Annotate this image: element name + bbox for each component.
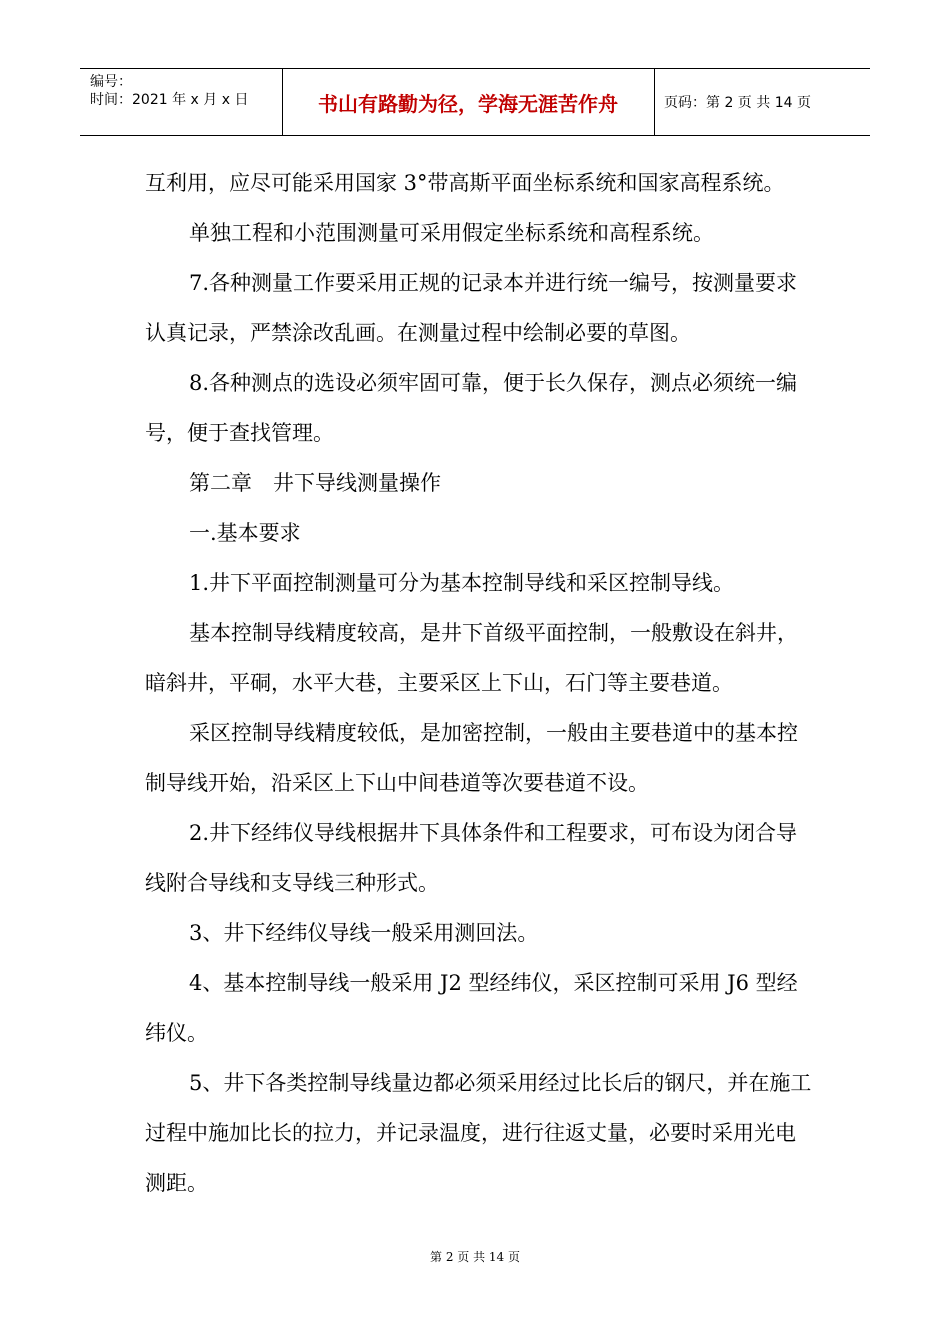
paragraph: 1.井下平面控制测量可分为基本控制导线和采区控制导线。 <box>189 571 735 595</box>
paragraph: 基本控制导线精度较高，是井下首级平面控制，一般敷设在斜井，暗斜井，平硐，水平大巷，主要采区上下山，石门等主要巷道。 <box>145 621 798 695</box>
paragraph: 单独工程和小范围测量可采用假定坐标系统和高程系统。 <box>189 221 714 245</box>
page-header <box>80 68 870 136</box>
section-heading: 一.基本要求 <box>189 521 301 545</box>
paragraph: 8.各种测点的选设必须牢固可靠，便于长久保存，测点必须统一编号，便于查找管理。 <box>145 371 798 445</box>
chapter-heading: 第二章 井下导线测量操作 <box>189 471 441 495</box>
paragraph: 4、基本控制导线一般采用 J2 型经纬仪，采区控制可采用 J6 型经纬仪。 <box>145 971 798 1045</box>
header-divider <box>654 69 655 135</box>
paragraph: 互利用，应尽可能采用国家 3°带高斯平面坐标系统和国家高程系统。 <box>145 171 785 195</box>
paragraph: 5、井下各类控制导线量边都必须采用经过比长后的钢尺，并在施工过程中施加比长的拉力，并记录温度，进行往返丈量，必要时采用光电测距。 <box>145 1071 812 1195</box>
header-motto: 书山有路勤为径，学海无涯苦作舟 <box>318 91 618 116</box>
document-date-label: 时间：2021 年 x 月 x 日 <box>90 92 249 108</box>
paragraph: 采区控制导线精度较低，是加密控制，一般由主要巷道中的基本控制导线开始，沿采区上下山中间巷道等次要巷道不设。 <box>145 721 798 795</box>
paragraph: 2.井下经纬仪导线根据井下具体条件和工程要求，可布设为闭合导线附合导线和支导线三种形式。 <box>145 821 798 895</box>
paragraph: 7.各种测量工作要采用正规的记录本并进行统一编号，按测量要求认真记录，严禁涂改乱画。在测量过程中绘制必要的草图。 <box>145 271 798 345</box>
header-page-number: 页码：第 2 页 共 14 页 <box>664 95 811 111</box>
page-footer: 第 2 页 共 14 页 <box>430 1250 520 1264</box>
header-meta <box>90 73 280 109</box>
document-body <box>145 158 815 1208</box>
document-number-label: 编号： <box>90 74 132 90</box>
paragraph: 3、井下经纬仪导线一般采用测回法。 <box>189 921 539 945</box>
